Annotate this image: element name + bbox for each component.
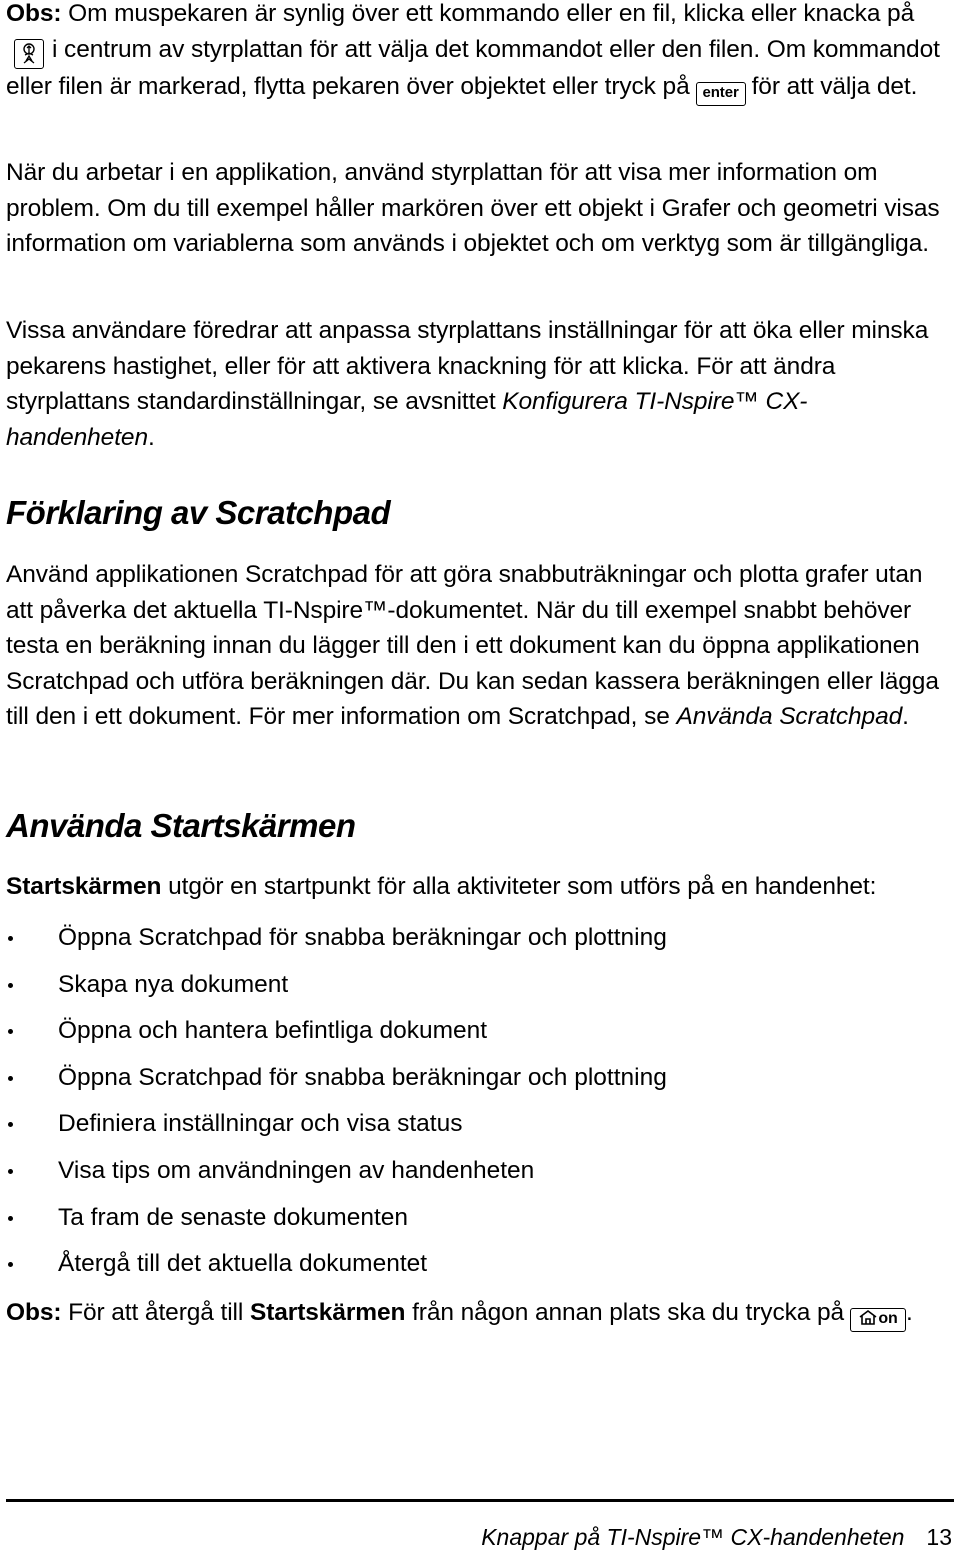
- note-home-text-3: .: [906, 1299, 913, 1326]
- paragraph-touchpad-info: När du arbetar i en applikation, använd styrplattan för att visa mer information om problem. Om du till exempel håller markören över ett objekt i Grafer och geometri visas information om variablerna som används i objektet och om verktyg som är tillgängliga.: [6, 159, 940, 257]
- home-intro-text: utgör en startpunkt för alla aktiviteter som utförs på en handenhet:: [161, 873, 877, 900]
- heading-home-screen: Använda Startskärmen: [6, 807, 356, 844]
- note-touchpad: [6, 0, 952, 106]
- page-number: 13: [926, 1524, 952, 1550]
- footer-title: Knappar på TI-Nspire™ CX-handenheten: [481, 1524, 905, 1550]
- settings-text-2: .: [147, 423, 155, 451]
- home-features-list: [6, 918, 952, 1291]
- list-item: Öppna Scratchpad för snabba beräkningar och plottning: [6, 918, 952, 965]
- note-text-1: Om muspekaren är synlig över ett kommando eller en fil, klicka eller knacka på: [61, 0, 915, 27]
- list-item: Ta fram de senaste dokumenten: [6, 1198, 952, 1245]
- list-item: Återgå till det aktuella dokumentet: [6, 1244, 952, 1291]
- note-home-return: [6, 1295, 952, 1332]
- settings-reference: Konfigurera TI-Nspire™ CX-handenheten: [6, 388, 808, 451]
- scratchpad-text-1: Använd applikationen Scratchpad för att göra snabbuträkningar och plotta grafer utan att påverka det aktuella TI-Nspire™-dokumentet. När du till exempel snabbt behöver testa en beräkning innan du lägger till den i ett dokument kan du öppna applikationen Scratchpad och utföra beräkningen där. Du kan sedan kassera beräkningen eller lägga till den i ett dokument. För mer information om Scratchpad, se: [6, 561, 939, 730]
- scratchpad-reference: Använda Scratchpad: [676, 703, 903, 730]
- note-home-text-2: från någon annan plats ska du trycka på: [405, 1299, 845, 1326]
- list-item: Öppna och hantera befintliga dokument: [6, 1011, 952, 1058]
- note-label: Obs:: [6, 0, 62, 27]
- note-home-bold: Startskärmen: [249, 1299, 406, 1326]
- note-text-3: för att välja det.: [751, 72, 918, 100]
- home-key-label: on: [878, 1310, 898, 1327]
- paragraph-scratchpad: [6, 557, 952, 735]
- note-text-2: i centrum av styrplattan för att välja det kommandot eller den filen. Om kommandot eller filen är markerad, flytta pekaren över objektet eller tryck på: [6, 35, 940, 100]
- footer-divider: [6, 1499, 954, 1502]
- list-item: Visa tips om användningen av handenheten: [6, 1151, 952, 1198]
- note-home-text-1: För att återgå till: [61, 1299, 250, 1326]
- touchpad-click-key-icon: [14, 39, 44, 69]
- page-footer: [481, 1522, 952, 1552]
- enter-key-icon: enter: [696, 82, 746, 106]
- list-item: Öppna Scratchpad för snabba beräkningar och plottning: [6, 1058, 952, 1105]
- note-home-label: Obs:: [6, 1299, 62, 1326]
- paragraph-touchpad-settings: [6, 313, 952, 455]
- list-item: Definiera inställningar och visa status: [6, 1104, 952, 1151]
- home-on-key-icon: [850, 1308, 906, 1332]
- home-intro-bold: Startskärmen: [6, 873, 162, 900]
- heading-scratchpad: Förklaring av Scratchpad: [6, 494, 391, 531]
- settings-text-1: Vissa användare föredrar att anpassa styrplattans inställningar för att öka eller minska pekarens hastighet, eller för att aktivera knackning för att klicka. För att ändra styrplattans standardinställningar, se avsnittet: [6, 317, 929, 415]
- paragraph-home-intro: [6, 869, 952, 905]
- list-item: Skapa nya dokument: [6, 965, 952, 1012]
- scratchpad-text-2: .: [902, 703, 909, 730]
